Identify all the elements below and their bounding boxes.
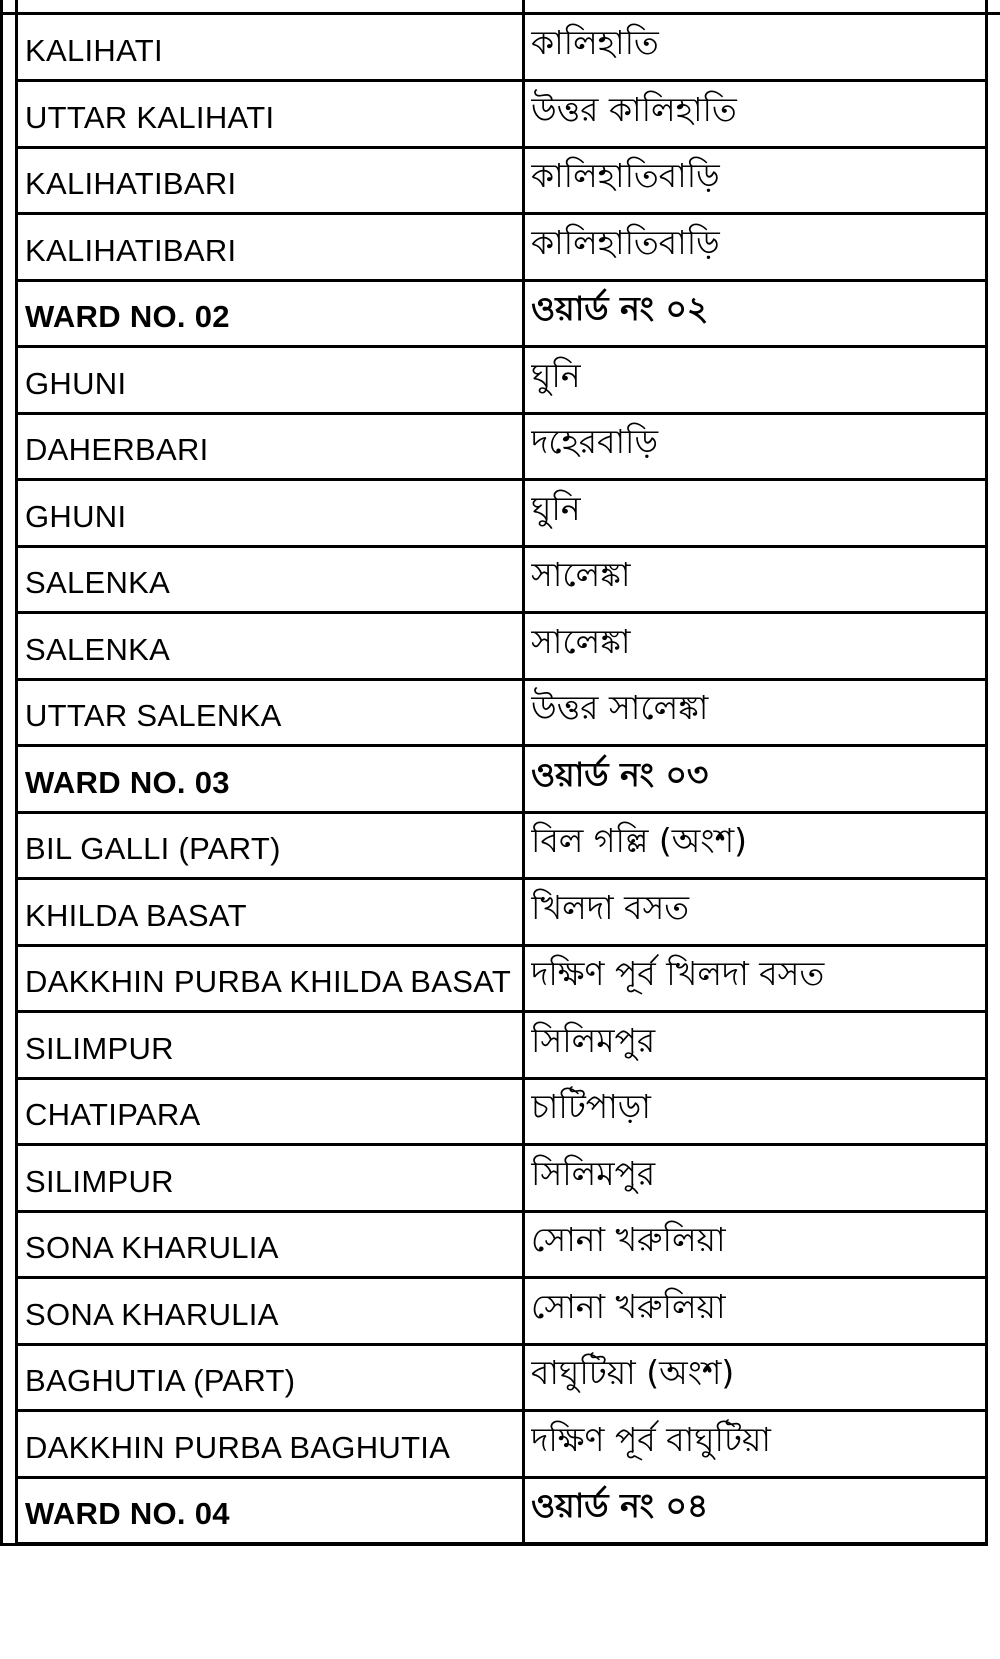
- table-row: [17, 1345, 985, 1412]
- table-row: [17, 1279, 985, 1346]
- table-row: [17, 1212, 985, 1279]
- english-name-cell: BAGHUTIA (PART): [25, 1362, 296, 1398]
- table-row: [17, 15, 985, 82]
- english-name-cell: GHUNI: [25, 498, 127, 534]
- bengali-name-cell: চাটিপাড়া: [531, 1086, 651, 1126]
- table-left-edge: [0, 0, 3, 1546]
- english-name-cell: DAKKHIN PURBA BAGHUTIA: [25, 1429, 451, 1465]
- bengali-name-cell: ওয়ার্ড নং ০৩: [531, 754, 709, 794]
- english-name-cell: SONA KHARULIA: [25, 1229, 279, 1265]
- english-name-cell: KALIHATIBARI: [25, 165, 237, 201]
- english-name-cell: KHILDA BASAT: [25, 897, 247, 933]
- english-name-cell: GHUNI: [25, 365, 127, 401]
- ward-header-row: [17, 281, 985, 348]
- english-name-cell: SILIMPUR: [25, 1163, 174, 1199]
- english-name-cell: UTTAR SALENKA: [25, 697, 282, 733]
- bengali-name-cell: উত্তর সালেঙ্কা: [531, 687, 709, 727]
- table-row: [17, 1146, 985, 1213]
- bengali-name-cell: ঘুনি: [531, 488, 581, 528]
- bengali-name-cell: সিলিমপুর: [531, 1020, 656, 1060]
- bengali-name-cell: সালেঙ্কা: [531, 554, 631, 594]
- bengali-name-cell: বিল গল্লি (অংশ): [531, 820, 747, 860]
- bengali-name-cell: সোনা খরুলিয়া: [531, 1286, 726, 1326]
- table-row: [17, 1079, 985, 1146]
- bengali-name-cell: সালেঙ্কা: [531, 621, 631, 661]
- english-name-cell: SONA KHARULIA: [25, 1296, 279, 1332]
- english-name-cell: SILIMPUR: [25, 1030, 174, 1066]
- bengali-name-cell: দহেরবাড়ি: [531, 421, 659, 461]
- bengali-name-cell: খিলদা বসত: [531, 887, 690, 927]
- bengali-name-cell: সিলিমপুর: [531, 1153, 656, 1193]
- english-name-cell: UTTAR KALIHATI: [25, 99, 275, 135]
- table-bottom-border: [0, 1543, 985, 1546]
- bengali-name-cell: ওয়ার্ড নং ০৪: [531, 1485, 709, 1525]
- table-row: [17, 481, 985, 548]
- table-row: [17, 680, 985, 747]
- english-name-cell: WARD NO. 04: [25, 1495, 230, 1531]
- table-row: [17, 215, 985, 282]
- english-name-cell: KALIHATIBARI: [25, 232, 237, 268]
- english-name-cell: KALIHATI: [25, 32, 163, 68]
- bengali-name-cell: কালিহাতিবাড়ি: [531, 155, 720, 195]
- bengali-name-cell: কালিহাতিবাড়ি: [531, 222, 720, 262]
- bengali-name-cell: ওয়ার্ড নং ০২: [531, 288, 709, 328]
- ward-header-row: [17, 1478, 985, 1545]
- table-row: [17, 614, 985, 681]
- english-name-cell: DAKKHIN PURBA KHILDA BASAT: [25, 963, 512, 999]
- table-row: [17, 880, 985, 947]
- english-name-cell: SALENKA: [25, 631, 171, 667]
- bengali-name-cell: উত্তর কালিহাতি: [531, 89, 737, 129]
- table-row: [17, 148, 985, 215]
- ward-header-row: [17, 747, 985, 814]
- bengali-name-cell: দক্ষিণ পূর্ব খিলদা বসত: [531, 953, 825, 993]
- table-row: [17, 414, 985, 481]
- english-name-cell: WARD NO. 03: [25, 764, 230, 800]
- english-name-cell: WARD NO. 02: [25, 298, 230, 334]
- table-row: [17, 348, 985, 415]
- english-name-cell: CHATIPARA: [25, 1096, 201, 1132]
- bengali-name-cell: বাঘুটিয়া (অংশ): [531, 1352, 735, 1392]
- bengali-name-cell: ঘুনি: [531, 355, 581, 395]
- bengali-name-cell: কালিহাতি: [531, 22, 659, 62]
- table-row: [17, 82, 985, 149]
- column-divider-right: [985, 0, 988, 1546]
- table-row: [17, 547, 985, 614]
- english-name-cell: DAHERBARI: [25, 431, 209, 467]
- english-name-cell: BIL GALLI (PART): [25, 830, 281, 866]
- table-row: [17, 946, 985, 1013]
- english-name-cell: SALENKA: [25, 564, 171, 600]
- table-row: [17, 1412, 985, 1479]
- bengali-name-cell: দক্ষিণ পূর্ব বাঘুটিয়া: [531, 1419, 771, 1459]
- bengali-name-cell: সোনা খরুলিয়া: [531, 1219, 726, 1259]
- table-row: [17, 1013, 985, 1080]
- table-row: [17, 813, 985, 880]
- table-top-cut-row: [0, 0, 1000, 15]
